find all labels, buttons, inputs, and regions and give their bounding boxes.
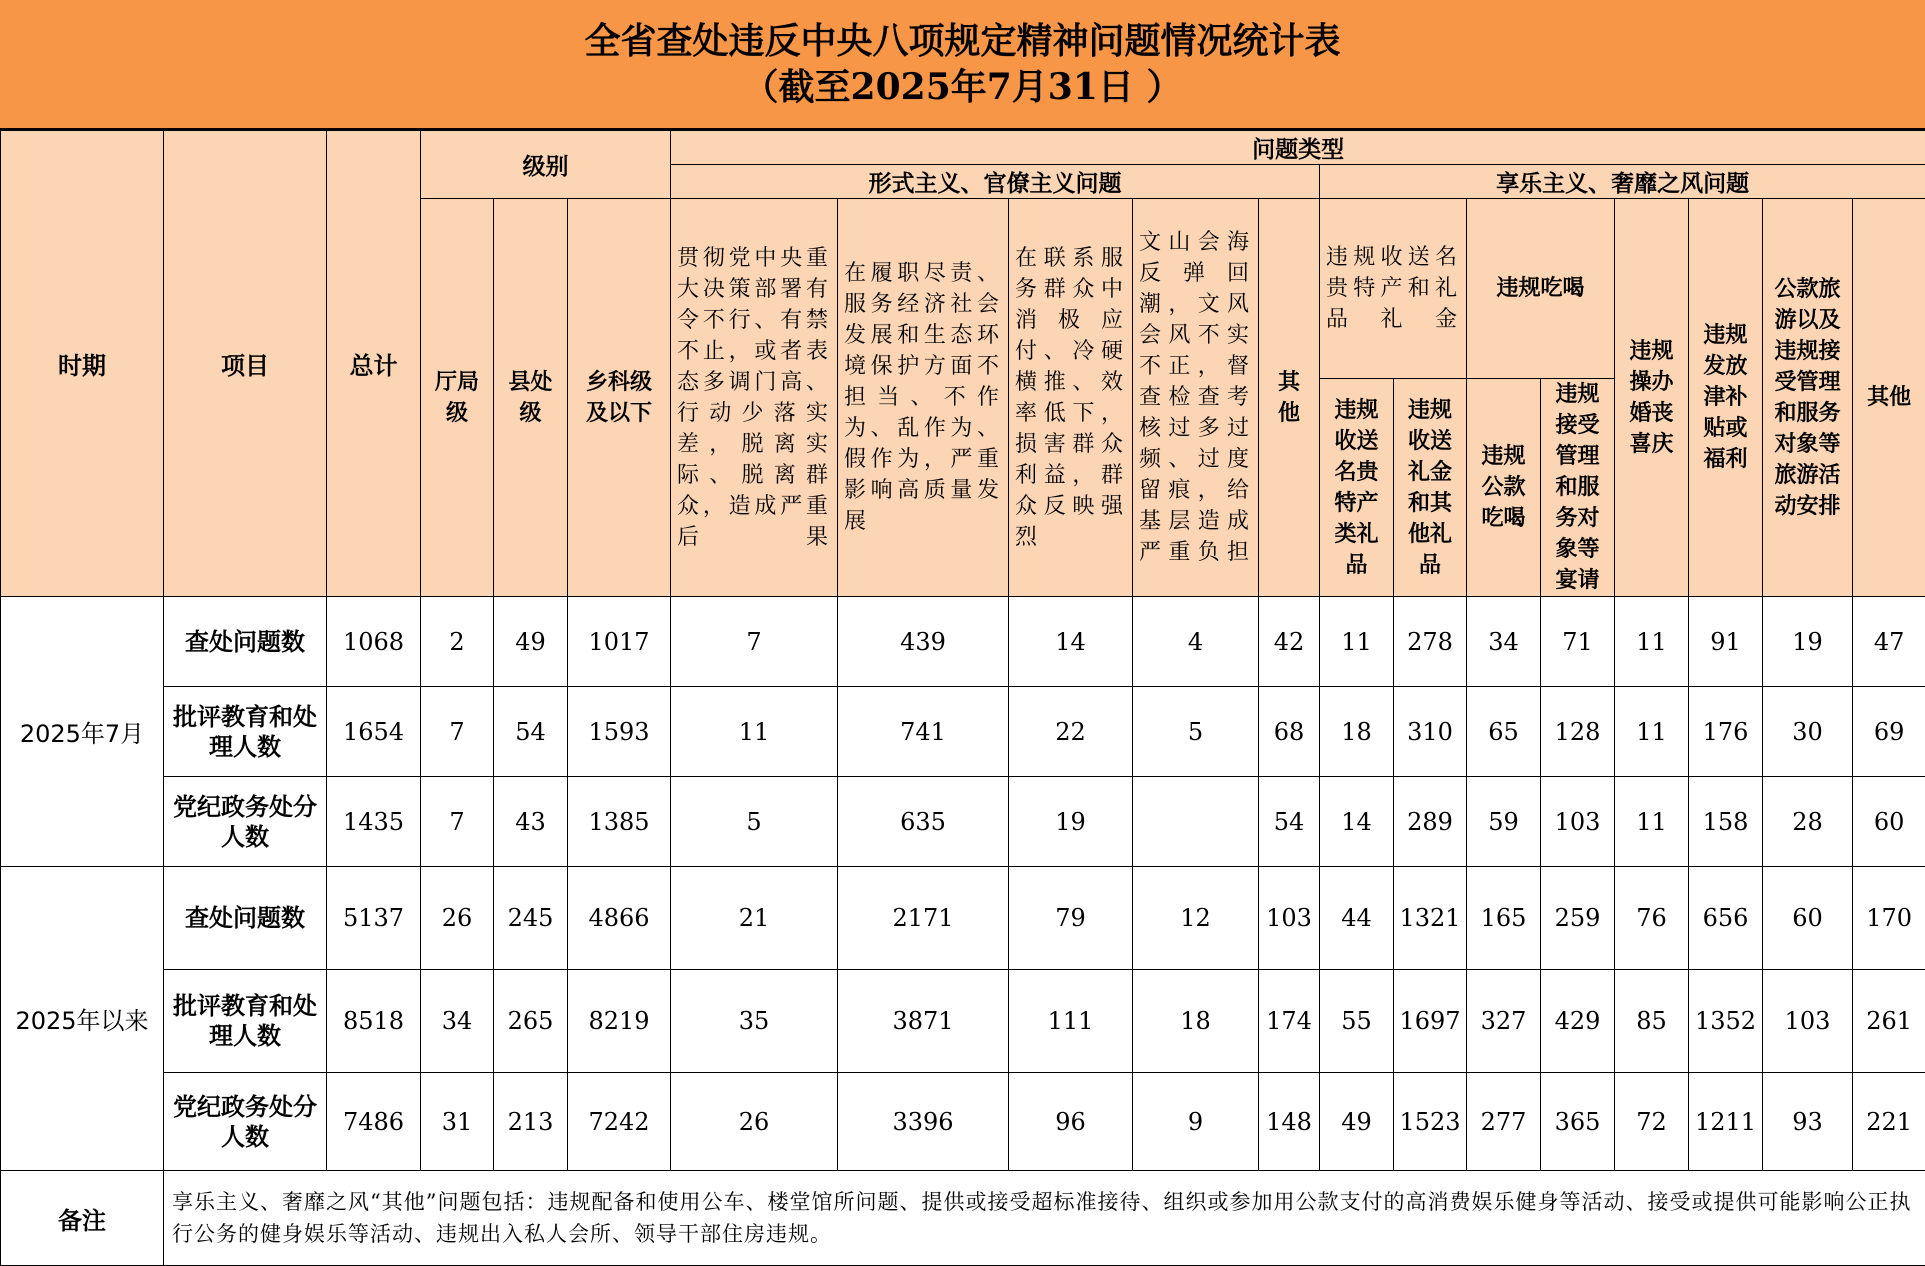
value-cell: 174 bbox=[1259, 970, 1320, 1073]
value-cell: 12 bbox=[1133, 867, 1259, 970]
value-cell: 68 bbox=[1259, 687, 1320, 777]
value-cell: 7 bbox=[421, 777, 494, 867]
value-cell: 14 bbox=[1320, 777, 1394, 867]
value-cell: 1697 bbox=[1394, 970, 1467, 1073]
value-cell: 30 bbox=[1763, 687, 1853, 777]
value-cell: 60 bbox=[1853, 777, 1925, 867]
value-cell: 19 bbox=[1009, 777, 1133, 867]
value-cell: 31 bbox=[421, 1073, 494, 1171]
header-formalism-2: 在履职尽责、服务经济社会发展和生态环境保护方面不担当、不作为、乱作为、假作为，严重影响高质量发展 bbox=[838, 199, 1009, 597]
value-cell: 93 bbox=[1763, 1073, 1853, 1171]
value-cell: 22 bbox=[1009, 687, 1133, 777]
value-cell: 9 bbox=[1133, 1073, 1259, 1171]
value-cell: 213 bbox=[494, 1073, 568, 1171]
value-cell: 65 bbox=[1467, 687, 1541, 777]
value-cell: 54 bbox=[494, 687, 568, 777]
value-cell: 28 bbox=[1763, 777, 1853, 867]
value-cell: 4 bbox=[1133, 597, 1259, 687]
data-row bbox=[1, 970, 1925, 1073]
value-cell: 79 bbox=[1009, 867, 1133, 970]
header-eat-banquet: 违规接受管理和服务对象等宴请 bbox=[1541, 379, 1615, 597]
value-cell: 54 bbox=[1259, 777, 1320, 867]
data-row bbox=[1, 1073, 1925, 1171]
value-cell: 18 bbox=[1320, 687, 1394, 777]
value-cell: 35 bbox=[671, 970, 838, 1073]
value-cell: 245 bbox=[494, 867, 568, 970]
value-cell: 26 bbox=[421, 867, 494, 970]
value-cell: 8219 bbox=[568, 970, 671, 1073]
value-cell: 148 bbox=[1259, 1073, 1320, 1171]
value-cell: 7 bbox=[671, 597, 838, 687]
value-cell: 2 bbox=[421, 597, 494, 687]
value-cell: 1211 bbox=[1689, 1073, 1763, 1171]
title-banner bbox=[0, 0, 1925, 130]
value-cell: 85 bbox=[1615, 970, 1689, 1073]
value-cell: 265 bbox=[494, 970, 568, 1073]
value-cell: 221 bbox=[1853, 1073, 1925, 1171]
value-cell: 47 bbox=[1853, 597, 1925, 687]
value-cell: 4866 bbox=[568, 867, 671, 970]
value-cell: 1068 bbox=[327, 597, 421, 687]
value-cell: 34 bbox=[1467, 597, 1541, 687]
value-cell: 5137 bbox=[327, 867, 421, 970]
value-cell: 69 bbox=[1853, 687, 1925, 777]
value-cell: 59 bbox=[1467, 777, 1541, 867]
value-cell: 5 bbox=[671, 777, 838, 867]
value-cell: 2171 bbox=[838, 867, 1009, 970]
value-cell: 91 bbox=[1689, 597, 1763, 687]
value-cell: 7486 bbox=[327, 1073, 421, 1171]
value-cell: 71 bbox=[1541, 597, 1615, 687]
item-cell: 党纪政务处分人数 bbox=[164, 1073, 327, 1171]
value-cell: 49 bbox=[494, 597, 568, 687]
table-title: 全省查处违反中央八项规定精神问题情况统计表 bbox=[584, 18, 1340, 64]
header-formalism-3: 在联系服务群众中消极应付、冷硬横推、效率低下，损害群众利益，群众反映强烈 bbox=[1009, 199, 1133, 597]
period-cell: 2025年7月 bbox=[1, 597, 164, 867]
data-row bbox=[1, 867, 1925, 970]
value-cell: 165 bbox=[1467, 867, 1541, 970]
header-eat-group: 违规吃喝 bbox=[1467, 199, 1615, 379]
data-row bbox=[1, 687, 1925, 777]
item-cell: 党纪政务处分人数 bbox=[164, 777, 327, 867]
value-cell: 1654 bbox=[327, 687, 421, 777]
value-cell: 1017 bbox=[568, 597, 671, 687]
value-cell: 741 bbox=[838, 687, 1009, 777]
value-cell: 55 bbox=[1320, 970, 1394, 1073]
value-cell: 21 bbox=[671, 867, 838, 970]
value-cell: 1352 bbox=[1689, 970, 1763, 1073]
value-cell: 365 bbox=[1541, 1073, 1615, 1171]
value-cell: 11 bbox=[1320, 597, 1394, 687]
header-eat-public: 违规公款吃喝 bbox=[1467, 379, 1541, 597]
item-cell: 查处问题数 bbox=[164, 597, 327, 687]
header-row-1 bbox=[1, 131, 1925, 165]
period-cell: 2025年以来 bbox=[1, 867, 164, 1171]
value-cell: 1523 bbox=[1394, 1073, 1467, 1171]
value-cell: 11 bbox=[1615, 777, 1689, 867]
header-hedonism-other: 其他 bbox=[1853, 199, 1925, 597]
value-cell: 1321 bbox=[1394, 867, 1467, 970]
value-cell: 259 bbox=[1541, 867, 1615, 970]
value-cell: 429 bbox=[1541, 970, 1615, 1073]
note-text: 享乐主义、奢靡之风“其他”问题包括：违规配备和使用公车、楼堂馆所问题、提供或接受超标准接待、组织或参加用公款支付的高消费娱乐健身等活动、接受或提供可能影响公正执行公务的健身娱乐等活动、违规出入私人会所、领导干部住房违规。 bbox=[164, 1171, 1925, 1266]
note-row bbox=[1, 1171, 1925, 1266]
header-travel: 公款旅游以及违规接受管理和服务对象等旅游活动安排 bbox=[1763, 199, 1853, 597]
value-cell: 103 bbox=[1259, 867, 1320, 970]
value-cell: 14 bbox=[1009, 597, 1133, 687]
value-cell: 34 bbox=[421, 970, 494, 1073]
value-cell: 11 bbox=[671, 687, 838, 777]
item-cell: 查处问题数 bbox=[164, 867, 327, 970]
value-cell: 7 bbox=[421, 687, 494, 777]
header-formalism-group: 形式主义、官僚主义问题 bbox=[671, 165, 1320, 199]
header-subsidy: 违规发放津补贴或福利 bbox=[1689, 199, 1763, 597]
value-cell: 1435 bbox=[327, 777, 421, 867]
header-gift-cash: 违规收送礼金和其他礼品 bbox=[1394, 379, 1467, 597]
data-row bbox=[1, 777, 1925, 867]
value-cell: 49 bbox=[1320, 1073, 1394, 1171]
header-gift-group: 违规收送名贵特产和礼品礼金 bbox=[1320, 199, 1467, 379]
header-level-xiang: 乡科级及以下 bbox=[568, 199, 671, 597]
value-cell bbox=[1133, 777, 1259, 867]
value-cell: 635 bbox=[838, 777, 1009, 867]
value-cell: 170 bbox=[1853, 867, 1925, 970]
header-formalism-other: 其他 bbox=[1259, 199, 1320, 597]
header-formalism-4: 文山会海反弹回潮，文风会风不实不正，督查检查考核过多过频、过度留痕，给基层造成严重负担 bbox=[1133, 199, 1259, 597]
value-cell: 11 bbox=[1615, 597, 1689, 687]
header-total: 总计 bbox=[327, 131, 421, 597]
value-cell: 103 bbox=[1763, 970, 1853, 1073]
value-cell: 96 bbox=[1009, 1073, 1133, 1171]
value-cell: 158 bbox=[1689, 777, 1763, 867]
value-cell: 18 bbox=[1133, 970, 1259, 1073]
value-cell: 176 bbox=[1689, 687, 1763, 777]
value-cell: 26 bbox=[671, 1073, 838, 1171]
value-cell: 277 bbox=[1467, 1073, 1541, 1171]
value-cell: 3871 bbox=[838, 970, 1009, 1073]
value-cell: 7242 bbox=[568, 1073, 671, 1171]
header-period: 时期 bbox=[1, 131, 164, 597]
value-cell: 128 bbox=[1541, 687, 1615, 777]
statistics-table bbox=[0, 130, 1925, 1266]
header-problem-type: 问题类型 bbox=[671, 131, 1925, 165]
value-cell: 439 bbox=[838, 597, 1009, 687]
value-cell: 1593 bbox=[568, 687, 671, 777]
value-cell: 278 bbox=[1394, 597, 1467, 687]
value-cell: 11 bbox=[1615, 687, 1689, 777]
data-row bbox=[1, 597, 1925, 687]
item-cell: 批评教育和处理人数 bbox=[164, 687, 327, 777]
value-cell: 5 bbox=[1133, 687, 1259, 777]
value-cell: 656 bbox=[1689, 867, 1763, 970]
value-cell: 1385 bbox=[568, 777, 671, 867]
item-cell: 批评教育和处理人数 bbox=[164, 970, 327, 1073]
value-cell: 289 bbox=[1394, 777, 1467, 867]
header-level-group: 级别 bbox=[421, 131, 671, 199]
value-cell: 111 bbox=[1009, 970, 1133, 1073]
table-subtitle-date: （截至2025年7月31日 ） bbox=[743, 64, 1183, 110]
value-cell: 76 bbox=[1615, 867, 1689, 970]
note-label: 备注 bbox=[1, 1171, 164, 1266]
header-formalism-1: 贯彻党中央重大决策部署有令不行、有禁不止，或者表态多调门高、行动少落实差，脱离实际、脱离群众，造成严重后果 bbox=[671, 199, 838, 597]
header-level-xian: 县处级 bbox=[494, 199, 568, 597]
value-cell: 8518 bbox=[327, 970, 421, 1073]
value-cell: 310 bbox=[1394, 687, 1467, 777]
header-gift-specialty: 违规收送名贵特产类礼品 bbox=[1320, 379, 1394, 597]
header-level-ting: 厅局级 bbox=[421, 199, 494, 597]
value-cell: 60 bbox=[1763, 867, 1853, 970]
value-cell: 42 bbox=[1259, 597, 1320, 687]
value-cell: 72 bbox=[1615, 1073, 1689, 1171]
value-cell: 43 bbox=[494, 777, 568, 867]
header-item: 项目 bbox=[164, 131, 327, 597]
header-hedonism-group: 享乐主义、奢靡之风问题 bbox=[1320, 165, 1925, 199]
value-cell: 44 bbox=[1320, 867, 1394, 970]
value-cell: 103 bbox=[1541, 777, 1615, 867]
value-cell: 327 bbox=[1467, 970, 1541, 1073]
value-cell: 261 bbox=[1853, 970, 1925, 1073]
value-cell: 3396 bbox=[838, 1073, 1009, 1171]
header-wedding: 违规操办婚丧喜庆 bbox=[1615, 199, 1689, 597]
value-cell: 19 bbox=[1763, 597, 1853, 687]
